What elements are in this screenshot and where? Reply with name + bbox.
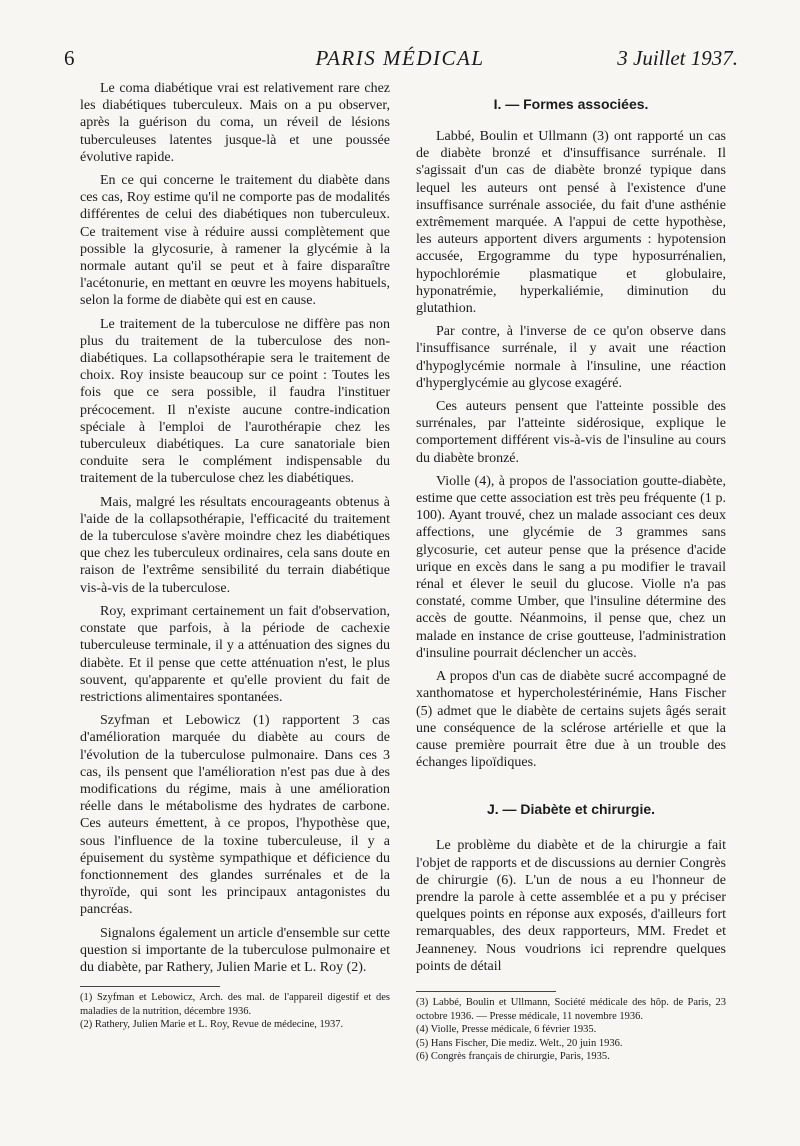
page-header: [0, 46, 800, 74]
footnote: (1) Szyfman et Lebowicz, Arch. des mal. de l'appareil digestif et des maladies de la nutrition, décembre 1936.: [80, 992, 390, 1017]
footnote: (5) Hans Fischer, Die mediz. Welt., 20 juin 1936.: [416, 1037, 623, 1049]
left-column: [80, 80, 390, 1032]
paragraph: Violle (4), à propos de l'association goutte-diabète, estime que cette association est très peu fréquente (1 p. 100). Ayant trouvé, chez un malade associant ces deux affections, une glycémie de 3 grammes sans glycosurie, cet auteur pense que la présence d'acide urique en excès dans le sang a pu modifier le travail rénal et élever le seuil du glucose. Violle n'a pas constaté, comme Umber, que l'insuline détermine des accès de goutte. Néanmoins, il pense que, chez un malade en instance de crise goutteuse, l'administration d'insuline pourrait déclencher un accès.: [416, 473, 726, 661]
paragraph: Le traitement de la tuberculose ne diffère pas non plus du traitement de la tuberculose des non-diabétiques. La collapsothérapie sera le traitement de choix. Roy insiste beaucoup sur ce point : Toutes les fois que ce sera possible, il faudra l'instituer précocement. Il n'existe aucune contre-indication spéciale à l'emploi de l'aurothérapie chez les tuberculeux diabétiques. La cure sanatoriale bien conduite sera le complément indispensable du traitement de la tuberculose chez les diabétiques.: [80, 316, 390, 487]
section-title-formes-associees: I. — Formes associées.: [493, 96, 649, 112]
journal-title: PARIS MÉDICAL: [315, 46, 485, 70]
footnote: (2) Rathery, Julien Marie et L. Roy, Revue de médecine, 1937.: [80, 1019, 344, 1031]
paragraph: Le problème du diabète et de la chirurgie a fait l'objet de rapports et de discussions au dernier Congrès de chirurgie (6). L'un de nous a eu l'honneur de prendre la parole à cette assemblée et a pu y préciser quelques points en réponse aux exposés, d'ailleurs fort remarquables, des deux rapporteurs, MM. Fredet et Jeanneney. Nous voudrions ici reprendre quelques points de détail: [416, 838, 726, 974]
footnote: (6) Congrès français de chirurgie, Paris, 1935.: [416, 1051, 610, 1063]
footnote: (3) Labbé, Boulin et Ullmann, Société médicale des hôp. de Paris, 23 octobre 1936. — Presse médicale, 11 novembre 1936.: [416, 996, 726, 1022]
footnote: (4) Violle, Presse médicale, 6 février 1935.: [416, 1024, 597, 1036]
paragraph: Mais, malgré les résultats encourageants obtenus à l'aide de la collapsothérapie, l'efficacité du traitement de la tuberculose s'avère moindre chez les diabétiques que chez les tuberculeux ordinaires, cela sans doute en raison de l'extrême sensibilité du terrain diabétique vis-à-vis de la tuberculose.: [80, 494, 390, 596]
section-title-diabete-chirurgie: J. — Diabète et chirurgie.: [486, 801, 656, 818]
issue-date: 3 Juillet 1937.: [617, 46, 738, 70]
paragraph: A propos d'un cas de diabète sucré accompagné de xanthomatose et hypercholestérinémie, Hans Fischer (5) admet que le diabète de certains sujets âgés serait une conséquence de la sclérose artérielle et que la cause première pourrait être due à un trouble des échanges lipoïdiques.: [416, 669, 726, 771]
page-number: 6: [64, 46, 75, 70]
paragraph: Labbé, Boulin et Ullmann (3) ont rapporté un cas de diabète bronzé et d'insuffisance surrénale. Il s'agissait d'un cas de diabète bronzé typique dans lequel les auteurs ont pensé à l'existence d'une insuffisance surrénale associée, du fait d'une asthénie extrêmement marquée. A l'appui de cette hypothèse, les auteurs apportent divers arguments : hypotension accusée, Ergogramme du type hyposurrénalien, hypochlorémie plasmatique et globulaire, hyponatrémie, hyperkaliémie, diminution du glutathion.: [416, 129, 726, 317]
paragraph: Le coma diabétique vrai est relativement rare chez les diabétiques tuberculeux. Mais on a pu observer, après la guérison du coma, un réveil de lésions tuberculeuses latentes jusque-là et une poussée évolutive rapide.: [80, 81, 390, 165]
paragraph: Ces auteurs pensent que l'atteinte possible des surrénales, par l'atteinte sidérosique, explique le comportement différent vis-à-vis de l'insuline au cours du diabète bronzé.: [416, 399, 726, 466]
paragraph: En ce qui concerne le traitement du diabète dans ces cas, Roy estime qu'il ne comporte pas de modalités différentes de celui des diabétiques non tuberculeux. Ce traitement vise à réduire aussi complètement que possible la glycosurie, à ramener la glycémie à la normale autant qu'il se peut et à faire disparaître l'acétonurie, en mettant en œuvre les moyens habituels, selon la forme de diabète qui est en cause.: [80, 173, 390, 309]
paragraph: Szyfman et Lebowicz (1) rapportent 3 cas d'amélioration marquée du diabète au cours de l'évolution de la tuberculose pulmonaire. Dans ces 3 cas, ils pensent que l'amélioration n'est pas due à des modifications du régime, mais à une amélioration réelle dans le métabolisme des hydrates de carbone. Ces auteurs émettent, à ce propos, l'hypothèse que, sous l'influence de la toxine tuberculeuse, il y a épuisement du système sympathique et déficience du fonctionnement des glandes surrénales et de la thyroïde, qui sont les principaux antagonistes du pancréas.: [80, 713, 390, 918]
paragraph: Par contre, à l'inverse de ce qu'on observe dans l'insuffisance surrénale, il y avait une réaction d'hypoglycémie normale à l'insuline, une réaction d'hyperglycémie au glycose exagéré.: [416, 324, 726, 391]
right-column: [416, 80, 726, 1064]
paragraph: Signalons également un article d'ensemble sur cette question si importante de la tuberculose pulmonaire et du diabète, par Rathery, Julien Marie et L. Roy (2).: [80, 925, 390, 975]
paragraph: Roy, exprimant certainement un fait d'observation, constate que parfois, à la période de cachexie tuberculeuse terminale, il y a atténuation des signes du diabète. Et il pense que cette atténuation n'est, le plus souvent, qu'apparente et qu'elle provient du fait de restrictions alimentaires spontanées.: [80, 603, 390, 705]
